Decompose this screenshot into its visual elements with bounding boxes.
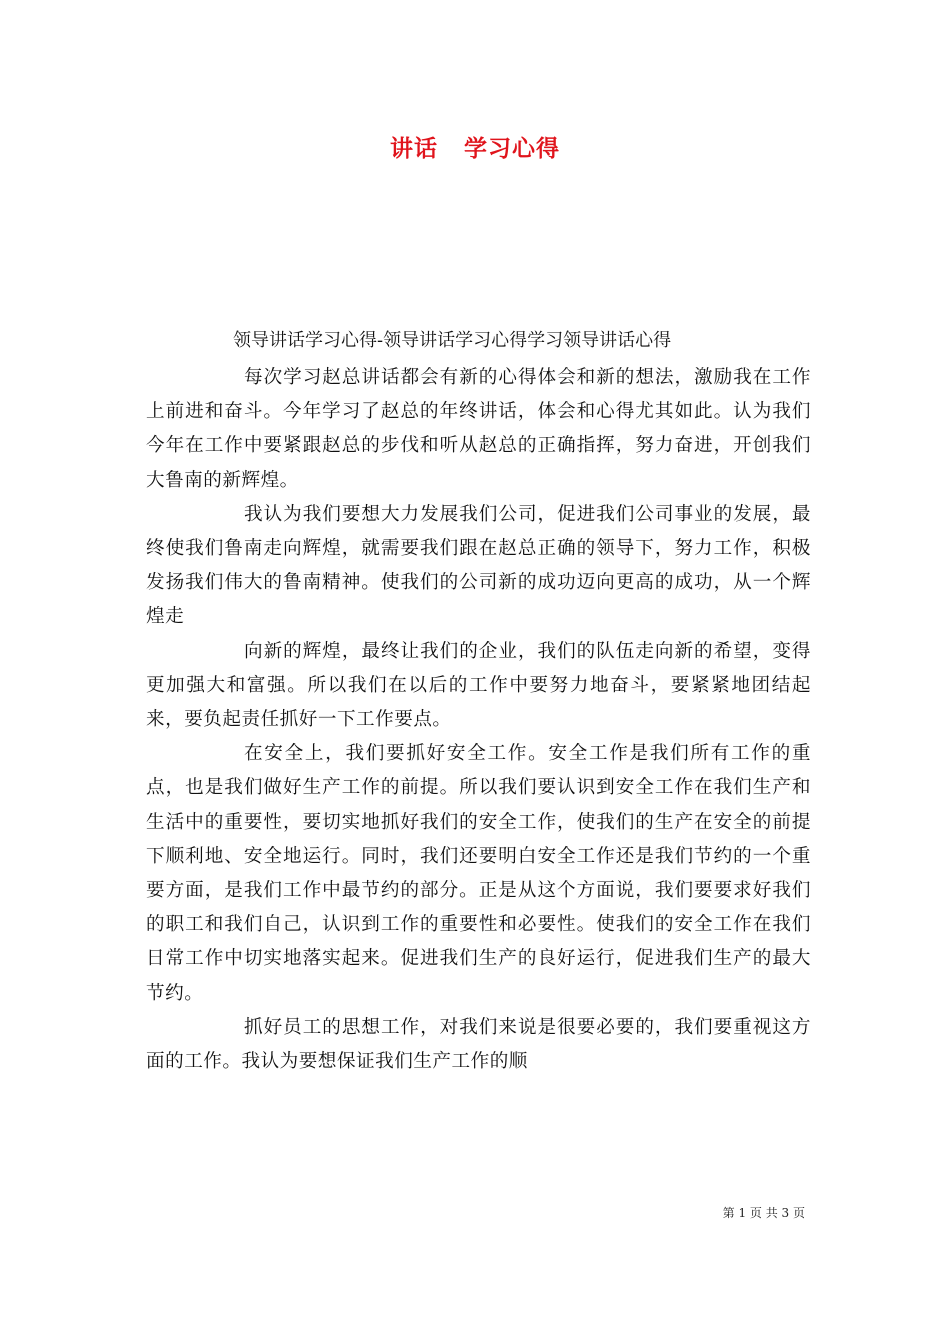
- page-number-footer: 第 1 页 共 3 页: [722, 1206, 805, 1220]
- body-paragraph: 在安全上，我们要抓好安全工作。安全工作是我们所有工作的重点，也是我们做好生产工作的前提。所以我们要认识到安全工作在我们生产和生活中的重要性，要切实地抓好我们的安全工作，使我们的生产在安全的前提下顺利地、安全地运行。同时，我们还要明白安全工作还是我们节约的一个重要方面，是我们工作中最节约的部分。正是从这个方面说，我们要要求好我们的职工和我们自己，认识到工作的重要性和必要性。使我们的安全工作在我们日常工作中切实地落实起来。促进我们生产的良好运行，促进我们生产的最大节约。: [146, 743, 811, 1004]
- page-title: [0, 132, 950, 166]
- body-paragraph: 我认为我们要想大力发展我们公司，促进我们公司事业的发展，最终使我们鲁南走向辉煌，就需要我们跟在赵总正确的领导下，努力工作，积极发扬我们伟大的鲁南精神。使我们的公司新的成功迈向更高的成功，从一个辉煌走: [146, 503, 811, 628]
- body-paragraph: 向新的辉煌，最终让我们的企业，我们的队伍走向新的希望，变得更加强大和富强。所以我们在以后的工作中要努力地奋斗，要紧紧地团结起来，要负起责任抓好一下工作要点。: [146, 640, 811, 731]
- document-body: [146, 361, 811, 1079]
- body-paragraph: 每次学习赵总讲话都会有新的心得体会和新的想法，激励我在工作上前进和奋斗。今年学习了赵总的年终讲话，体会和心得尤其如此。认为我们今年在工作中要紧跟赵总的步伐和听从赵总的正确指挥，努力奋进，开创我们大鲁南的新辉煌。: [146, 367, 811, 491]
- title-part-2: 学习心得: [464, 135, 560, 162]
- document-subtitle: 领导讲话学习心得-领导讲话学习心得学习领导讲话心得: [233, 330, 672, 351]
- title-part-1: 讲话: [390, 135, 438, 162]
- body-paragraph: 抓好员工的思想工作，对我们来说是很要必要的，我们要重视这方面的工作。我认为要想保证我们生产工作的顺: [146, 1016, 811, 1073]
